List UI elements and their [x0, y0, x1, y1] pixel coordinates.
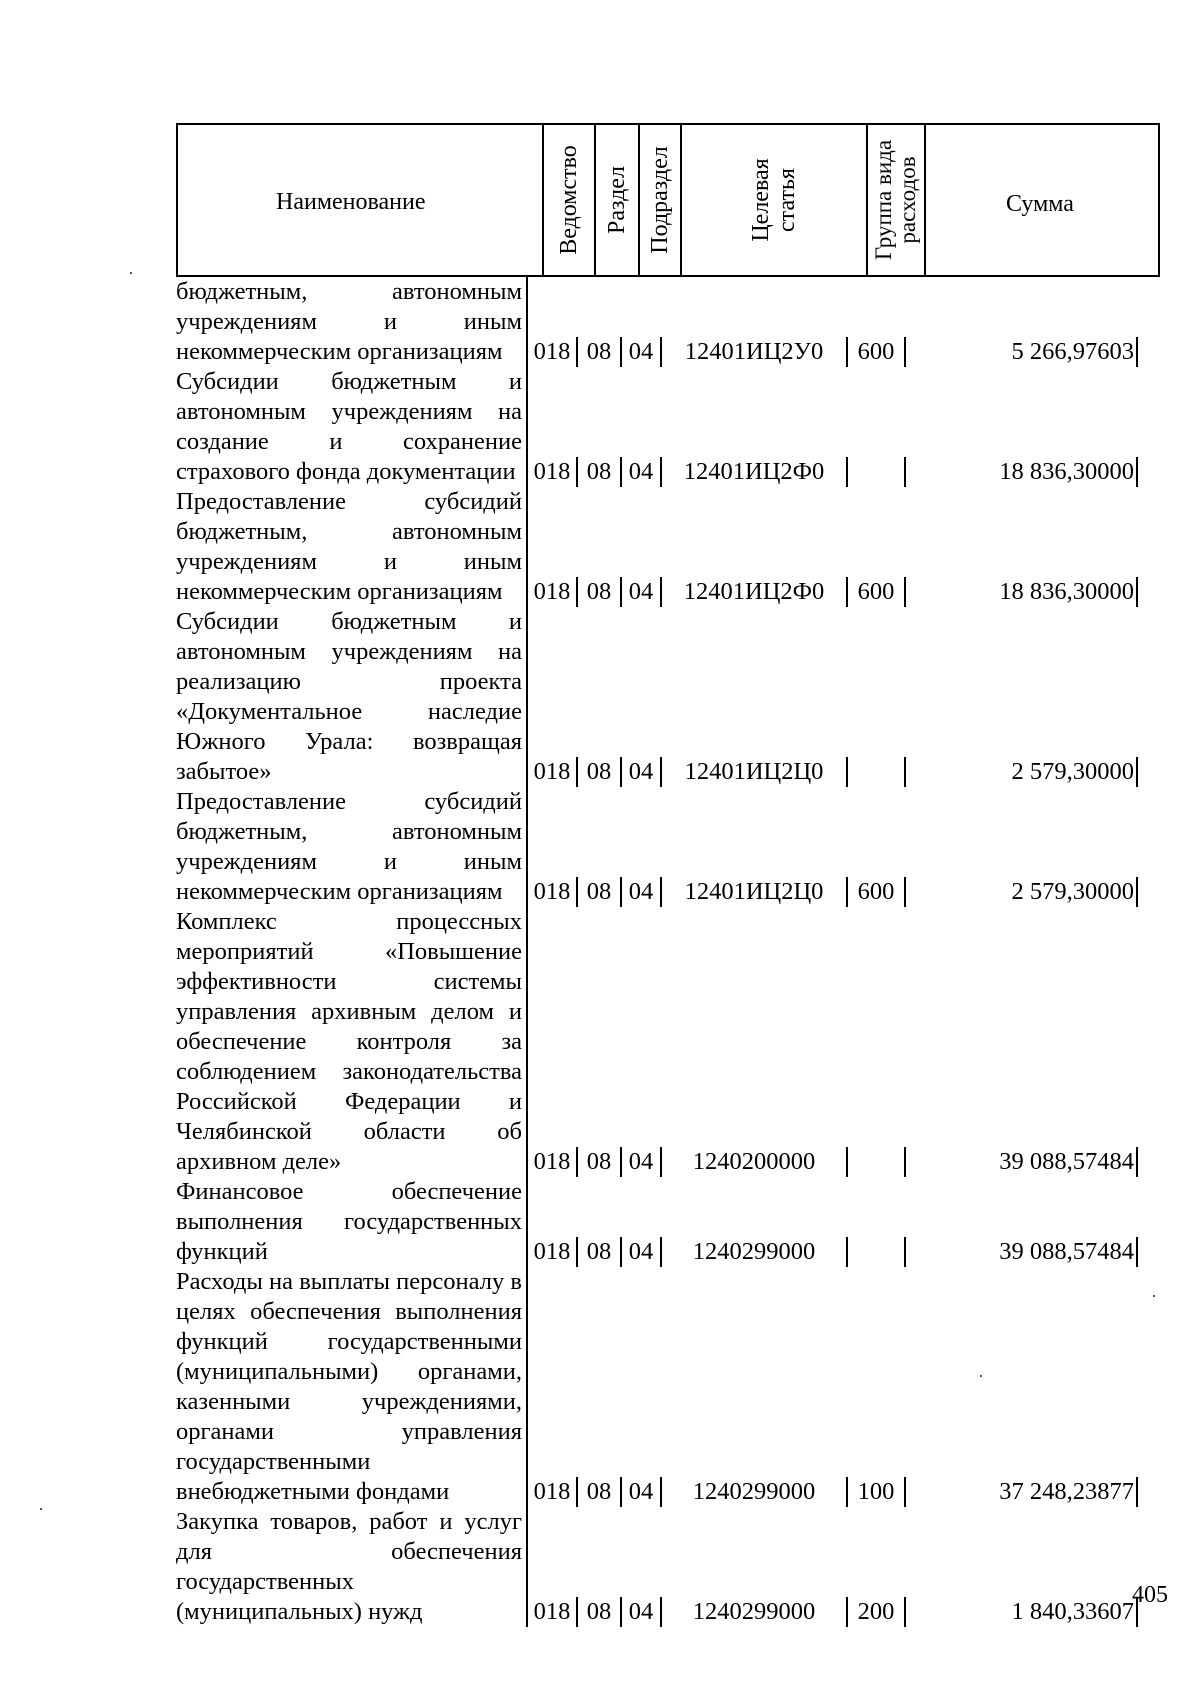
row-summa: 18 836,30000	[906, 457, 1138, 487]
row-celevaya: 12401ИЦ2Ф0	[662, 457, 848, 487]
header-podrazdel-cell	[640, 125, 682, 275]
header-celevaya-line1: Целевая	[748, 158, 774, 242]
row-celevaya: 12401ИЦ2Ф0	[662, 577, 848, 607]
row-vedomstvo: 018	[528, 577, 578, 607]
table-row	[176, 907, 1166, 1177]
row-name: Субсидии бюджетным и автономным учреждениям на реализацию проекта «Документальное наследие Южного Урала: возвращая забытое»	[176, 607, 528, 787]
row-razdel: 08	[578, 1237, 622, 1267]
row-gruppa: 200	[848, 1597, 906, 1627]
table-row	[176, 1267, 1166, 1507]
header-gruppa-line1: Группа вида	[871, 139, 896, 261]
row-vedomstvo: 018	[528, 877, 578, 907]
row-name: Закупка товаров, работ и услуг для обеспечения государственных (муниципальных) нужд	[176, 1507, 528, 1627]
row-podrazdel: 04	[622, 877, 662, 907]
row-summa: 2 579,30000	[906, 757, 1138, 787]
row-razdel: 08	[578, 577, 622, 607]
row-name: бюджетным, автономным учреждениям и иным некоммерческим организациям	[176, 277, 528, 367]
row-celevaya: 1240299000	[662, 1597, 848, 1627]
header-gruppa-line2: расходов	[895, 156, 920, 244]
table-row	[176, 607, 1166, 787]
header-name: Наименование	[276, 189, 426, 215]
header-vedomstvo-cell	[544, 125, 596, 275]
header-razdel-cell	[596, 125, 640, 275]
row-celevaya: 1240299000	[662, 1477, 848, 1507]
row-gruppa	[848, 457, 906, 487]
scan-speck	[40, 1508, 42, 1510]
row-cells	[528, 457, 1138, 487]
row-gruppa: 600	[848, 337, 906, 367]
row-name: Финансовое обеспечение выполнения государственных функций	[176, 1177, 528, 1267]
scan-speck	[1153, 1295, 1155, 1297]
header-celevaya	[748, 158, 800, 241]
table-row	[176, 367, 1166, 487]
row-podrazdel: 04	[622, 1597, 662, 1627]
row-vedomstvo: 018	[528, 457, 578, 487]
row-vedomstvo: 018	[528, 1597, 578, 1627]
row-cells	[528, 1147, 1138, 1177]
row-podrazdel: 04	[622, 1237, 662, 1267]
row-podrazdel: 04	[622, 1477, 662, 1507]
row-razdel: 08	[578, 757, 622, 787]
row-celevaya: 12401ИЦ2Ц0	[662, 877, 848, 907]
row-razdel: 08	[578, 877, 622, 907]
row-cells	[528, 1597, 1138, 1627]
header-vedomstvo: Ведомство	[556, 145, 582, 255]
row-summa: 39 088,57484	[906, 1237, 1138, 1267]
row-name: Субсидии бюджетным и автономным учреждениям на создание и сохранение страхового фонда документации	[176, 367, 528, 487]
row-razdel: 08	[578, 337, 622, 367]
row-vedomstvo: 018	[528, 1477, 578, 1507]
row-summa: 1 840,33607	[906, 1597, 1138, 1627]
row-name: Предоставление субсидий бюджетным, автономным учреждениям и иным некоммерческим организациям	[176, 787, 528, 907]
row-summa: 37 248,23877	[906, 1477, 1138, 1507]
row-cells	[528, 877, 1138, 907]
row-name: Расходы на выплаты персоналу в целях обеспечения выполнения функций государственными (муниципальными) органами, казенными учреждениями, органами управления государственными внебюджетными фондами	[176, 1267, 528, 1507]
header-summa-cell	[926, 125, 1158, 275]
row-podrazdel: 04	[622, 577, 662, 607]
header-podrazdel: Подраздел	[647, 146, 673, 254]
row-summa: 18 836,30000	[906, 577, 1138, 607]
row-vedomstvo: 018	[528, 1147, 578, 1177]
table-row	[176, 277, 1166, 367]
row-celevaya: 12401ИЦ2Ц0	[662, 757, 848, 787]
header-celevaya-line2: статья	[774, 168, 800, 232]
row-summa: 39 088,57484	[906, 1147, 1138, 1177]
scan-speck	[130, 272, 132, 274]
row-celevaya: 1240200000	[662, 1147, 848, 1177]
row-gruppa: 600	[848, 877, 906, 907]
header-razdel: Раздел	[604, 166, 630, 234]
row-vedomstvo: 018	[528, 1237, 578, 1267]
header-gruppa	[872, 140, 920, 260]
row-summa: 2 579,30000	[906, 877, 1138, 907]
scan-speck	[980, 1375, 982, 1377]
table-row	[176, 1177, 1166, 1267]
row-name: Комплекс процессных мероприятий «Повышение эффективности системы управления архивным делом и обеспечение контроля за соблюдением законодательства Российской Федерации и Челябинской области об архивном деле»	[176, 907, 528, 1177]
table-row	[176, 487, 1166, 607]
row-podrazdel: 04	[622, 1147, 662, 1177]
row-razdel: 08	[578, 1477, 622, 1507]
row-celevaya: 12401ИЦ2У0	[662, 337, 848, 367]
row-vedomstvo: 018	[528, 337, 578, 367]
row-summa: 5 266,97603	[906, 337, 1138, 367]
row-cells	[528, 757, 1138, 787]
row-razdel: 08	[578, 457, 622, 487]
header-celevaya-cell	[682, 125, 868, 275]
header-summa: Сумма	[1006, 191, 1074, 217]
table-row	[176, 1507, 1166, 1627]
row-podrazdel: 04	[622, 457, 662, 487]
table-header	[176, 123, 1160, 277]
row-gruppa	[848, 1237, 906, 1267]
row-razdel: 08	[578, 1597, 622, 1627]
row-podrazdel: 04	[622, 757, 662, 787]
row-gruppa: 600	[848, 577, 906, 607]
row-gruppa: 100	[848, 1477, 906, 1507]
row-cells	[528, 337, 1138, 367]
page-number: 405	[1132, 1582, 1168, 1608]
row-razdel: 08	[578, 1147, 622, 1177]
table-row	[176, 787, 1166, 907]
header-name-cell	[178, 125, 544, 275]
row-podrazdel: 04	[622, 337, 662, 367]
row-cells	[528, 577, 1138, 607]
row-name: Предоставление субсидий бюджетным, автономным учреждениям и иным некоммерческим организациям	[176, 487, 528, 607]
table-body	[176, 277, 1166, 1627]
row-gruppa	[848, 1147, 906, 1177]
header-gruppa-cell	[868, 125, 926, 275]
row-vedomstvo: 018	[528, 757, 578, 787]
row-celevaya: 1240299000	[662, 1237, 848, 1267]
row-gruppa	[848, 757, 906, 787]
row-cells	[528, 1477, 1138, 1507]
row-cells	[528, 1237, 1138, 1267]
